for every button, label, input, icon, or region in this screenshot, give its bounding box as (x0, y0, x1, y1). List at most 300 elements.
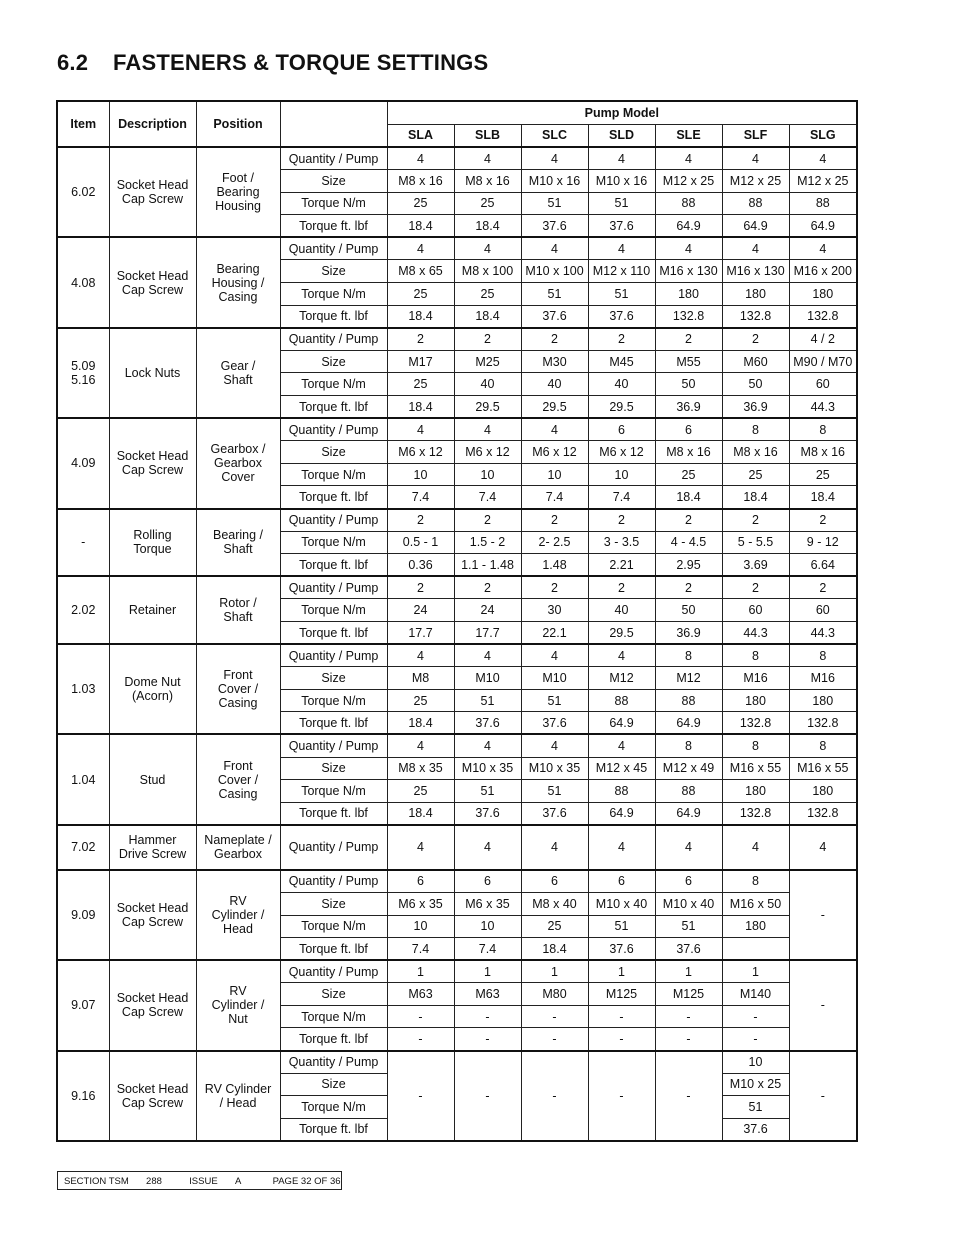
table-row (57, 1051, 857, 1074)
value-cell: 180 (655, 283, 722, 306)
value-cell: 6.64 (789, 554, 857, 577)
parameter-label: Torque ft. lbf (280, 1118, 387, 1141)
parameter-label: Torque ft. lbf (280, 554, 387, 577)
value-cell: 51 (521, 192, 588, 215)
value-cell: - (387, 1005, 454, 1028)
value-cell: 64.9 (655, 215, 722, 238)
parameter-label: Size (280, 667, 387, 690)
value-cell: 88 (588, 780, 655, 803)
value-cell: 51 (722, 1096, 789, 1119)
value-cell: 37.6 (588, 305, 655, 328)
value-cell: 9 - 12 (789, 531, 857, 554)
value-cell: 18.4 (454, 215, 521, 238)
value-cell: 88 (789, 192, 857, 215)
fastener-group (57, 418, 857, 508)
model-header-sle: SLE (655, 124, 722, 147)
parameter-label: Size (280, 170, 387, 193)
value-cell: 1 (387, 960, 454, 983)
page-title (57, 50, 488, 76)
value-cell: 25 (789, 463, 857, 486)
parameter-label: Torque ft. lbf (280, 486, 387, 509)
value-cell: 4 (454, 644, 521, 667)
value-cell: 24 (387, 599, 454, 622)
value-cell: 18.4 (387, 215, 454, 238)
fastener-position: Bearing / Shaft (196, 509, 280, 577)
value-cell: 25 (387, 283, 454, 306)
parameter-label: Size (280, 757, 387, 780)
value-cell: 6 (521, 870, 588, 893)
value-cell: 25 (521, 915, 588, 938)
value-cell: 2 (454, 509, 521, 532)
value-cell: 88 (722, 192, 789, 215)
value-cell: - (454, 1028, 521, 1051)
model-header-sld: SLD (588, 124, 655, 147)
item-number: 5.09 5.16 (57, 328, 109, 418)
fastener-description: Socket Head Cap Screw (109, 418, 196, 508)
table-row (57, 960, 857, 983)
value-cell: 10 (521, 463, 588, 486)
value-cell: M10 x 100 (521, 260, 588, 283)
fastener-description: Socket Head Cap Screw (109, 960, 196, 1050)
value-cell: M16 x 55 (722, 757, 789, 780)
value-cell: 36.9 (655, 621, 722, 644)
value-cell: 18.4 (722, 486, 789, 509)
value-cell: 64.9 (655, 802, 722, 825)
value-cell: 40 (588, 373, 655, 396)
value-cell: 2 (454, 328, 521, 351)
value-cell: 1.48 (521, 554, 588, 577)
value-cell: M8 x 65 (387, 260, 454, 283)
parameter-label: Torque ft. lbf (280, 938, 387, 961)
value-cell: 37.6 (588, 215, 655, 238)
value-cell: 7.4 (454, 486, 521, 509)
parameter-label: Size (280, 441, 387, 464)
value-cell: M63 (387, 983, 454, 1006)
value-cell: 0.36 (387, 554, 454, 577)
merged-value-cell: - (454, 1051, 521, 1141)
value-cell: M10 x 25 (722, 1073, 789, 1096)
value-cell: 2 (521, 328, 588, 351)
fastener-group (57, 509, 857, 577)
value-cell: M16 x 55 (789, 757, 857, 780)
value-cell: 51 (454, 689, 521, 712)
value-cell: 50 (722, 373, 789, 396)
footer-page: PAGE 32 OF 36 (272, 1176, 341, 1187)
parameter-label: Torque N/m (280, 192, 387, 215)
value-cell: 40 (588, 599, 655, 622)
value-cell: 37.6 (521, 215, 588, 238)
value-cell: 88 (655, 780, 722, 803)
value-cell: 8 (789, 418, 857, 441)
item-number: 9.07 (57, 960, 109, 1050)
value-cell: 132.8 (722, 712, 789, 735)
fastener-position: Front Cover / Casing (196, 734, 280, 824)
value-cell: 51 (588, 192, 655, 215)
fastener-group (57, 644, 857, 734)
parameter-label: Torque ft. lbf (280, 712, 387, 735)
item-number: 7.02 (57, 825, 109, 870)
value-cell: 180 (722, 689, 789, 712)
value-cell: 18.4 (387, 305, 454, 328)
value-cell: 4 (789, 825, 857, 870)
fastener-group (57, 147, 857, 237)
value-cell: 132.8 (789, 802, 857, 825)
parameter-label: Torque ft. lbf (280, 305, 387, 328)
value-cell: 180 (722, 283, 789, 306)
value-cell: - (454, 1005, 521, 1028)
value-cell: 2 (521, 509, 588, 532)
parameter-label: Quantity / Pump (280, 509, 387, 532)
table-row (57, 644, 857, 667)
value-cell: M8 x 100 (454, 260, 521, 283)
value-cell: 1 (521, 960, 588, 983)
fastener-description: Hammer Drive Screw (109, 825, 196, 870)
merged-value-cell: - (789, 870, 857, 960)
table-row (57, 418, 857, 441)
parameter-label: Torque N/m (280, 463, 387, 486)
value-cell: M8 (387, 667, 454, 690)
value-cell: 50 (655, 599, 722, 622)
parameter-label: Quantity / Pump (280, 418, 387, 441)
fastener-description: Lock Nuts (109, 328, 196, 418)
value-cell: 8 (722, 418, 789, 441)
fastener-description: Socket Head Cap Screw (109, 870, 196, 960)
parameter-label: Torque N/m (280, 689, 387, 712)
position-header: Position (196, 101, 280, 147)
value-cell: 7.4 (454, 938, 521, 961)
value-cell: 4 (387, 418, 454, 441)
value-cell: 4 (387, 147, 454, 170)
value-cell: M10 (454, 667, 521, 690)
table-row (57, 576, 857, 599)
table-row (57, 870, 857, 893)
value-cell: 2 (655, 576, 722, 599)
value-cell: 132.8 (722, 305, 789, 328)
value-cell: 2- 2.5 (521, 531, 588, 554)
value-cell (722, 938, 789, 961)
value-cell: 6 (454, 870, 521, 893)
item-number: 1.04 (57, 734, 109, 824)
value-cell: M16 (722, 667, 789, 690)
item-number: 4.08 (57, 237, 109, 327)
value-cell: 60 (722, 599, 789, 622)
value-cell: M10 x 35 (454, 757, 521, 780)
value-cell: M8 x 35 (387, 757, 454, 780)
value-cell: M12 x 49 (655, 757, 722, 780)
value-cell: 51 (655, 915, 722, 938)
parameter-label: Size (280, 892, 387, 915)
merged-value-cell: - (588, 1051, 655, 1141)
value-cell: 64.9 (588, 712, 655, 735)
footer-issue-value: A (234, 1176, 242, 1187)
value-cell: 40 (521, 373, 588, 396)
value-cell: 36.9 (655, 396, 722, 419)
value-cell: 8 (722, 734, 789, 757)
value-cell: 2.95 (655, 554, 722, 577)
value-cell: 8 (655, 644, 722, 667)
merged-value-cell: - (521, 1051, 588, 1141)
value-cell: 37.6 (521, 802, 588, 825)
value-cell: 2 (722, 576, 789, 599)
merged-value-cell: - (387, 1051, 454, 1141)
value-cell: 25 (387, 373, 454, 396)
value-cell: 37.6 (521, 712, 588, 735)
value-cell: 18.4 (387, 712, 454, 735)
value-cell: 180 (789, 689, 857, 712)
value-cell: 10 (454, 915, 521, 938)
value-cell: 24 (454, 599, 521, 622)
fastener-description: Dome Nut (Acorn) (109, 644, 196, 734)
value-cell: 17.7 (454, 621, 521, 644)
fastener-position: Gear / Shaft (196, 328, 280, 418)
footer-issue-label: ISSUE (189, 1176, 218, 1187)
value-cell: 3 - 3.5 (588, 531, 655, 554)
value-cell: 180 (722, 780, 789, 803)
parameter-label: Quantity / Pump (280, 237, 387, 260)
value-cell: M10 x 35 (521, 757, 588, 780)
fastener-description: Rolling Torque (109, 509, 196, 577)
value-cell: M16 x 130 (655, 260, 722, 283)
item-number: 2.02 (57, 576, 109, 644)
fastener-description: Stud (109, 734, 196, 824)
value-cell: 1 (454, 960, 521, 983)
torque-settings-table (56, 100, 858, 1142)
value-cell: 132.8 (789, 305, 857, 328)
value-cell: M12 x 25 (789, 170, 857, 193)
value-cell: 64.9 (588, 802, 655, 825)
value-cell: 6 (655, 870, 722, 893)
value-cell: M10 x 16 (588, 170, 655, 193)
value-cell: M30 (521, 350, 588, 373)
value-cell: M12 x 25 (722, 170, 789, 193)
value-cell: 132.8 (722, 802, 789, 825)
value-cell: - (655, 1028, 722, 1051)
value-cell: 4 (521, 825, 588, 870)
value-cell: 4 (588, 237, 655, 260)
value-cell: 64.9 (655, 712, 722, 735)
value-cell: 37.6 (521, 305, 588, 328)
value-cell: 10 (387, 915, 454, 938)
footer-section-value: 288 (146, 1176, 162, 1187)
fastener-description: Retainer (109, 576, 196, 644)
value-cell: 4 (387, 825, 454, 870)
parameter-label: Torque N/m (280, 599, 387, 622)
value-cell: M8 x 16 (387, 170, 454, 193)
value-cell: M25 (454, 350, 521, 373)
parameter-label: Quantity / Pump (280, 1051, 387, 1074)
fastener-group (57, 870, 857, 960)
value-cell: 2 (722, 328, 789, 351)
table-row (57, 509, 857, 532)
value-cell: M125 (655, 983, 722, 1006)
model-header-slb: SLB (454, 124, 521, 147)
value-cell: 8 (655, 734, 722, 757)
value-cell: 3.69 (722, 554, 789, 577)
value-cell: M80 (521, 983, 588, 1006)
value-cell: - (655, 1005, 722, 1028)
value-cell: 18.4 (521, 938, 588, 961)
value-cell: 4 (588, 734, 655, 757)
value-cell: M16 x 130 (722, 260, 789, 283)
parameter-label: Torque ft. lbf (280, 215, 387, 238)
value-cell: 4 (789, 147, 857, 170)
value-cell: 4 (454, 825, 521, 870)
value-cell: 4 (521, 237, 588, 260)
value-cell: 25 (454, 283, 521, 306)
value-cell: M45 (588, 350, 655, 373)
value-cell: 180 (722, 915, 789, 938)
parameter-label: Size (280, 1073, 387, 1096)
description-header: Description (109, 101, 196, 147)
value-cell: M8 x 16 (454, 170, 521, 193)
item-number: - (57, 509, 109, 577)
fastener-position: Rotor / Shaft (196, 576, 280, 644)
page-footer (57, 1171, 342, 1190)
fastener-position: Front Cover / Casing (196, 644, 280, 734)
value-cell: 1 (655, 960, 722, 983)
parameter-label: Torque ft. lbf (280, 1028, 387, 1051)
parameter-label: Torque N/m (280, 780, 387, 803)
merged-value-cell: - (789, 1051, 857, 1141)
value-cell: 29.5 (588, 621, 655, 644)
value-cell: M12 x 110 (588, 260, 655, 283)
value-cell: 2 (387, 328, 454, 351)
model-header-slf: SLF (722, 124, 789, 147)
value-cell: - (387, 1028, 454, 1051)
fastener-position: Gearbox / Gearbox Cover (196, 418, 280, 508)
value-cell: 7.4 (521, 486, 588, 509)
table-row (57, 734, 857, 757)
parameter-label: Torque N/m (280, 1096, 387, 1119)
value-cell: 37.6 (454, 712, 521, 735)
value-cell: 4 (655, 825, 722, 870)
value-cell: M6 x 12 (454, 441, 521, 464)
value-cell: 44.3 (789, 621, 857, 644)
value-cell: 6 (387, 870, 454, 893)
value-cell: M6 x 12 (521, 441, 588, 464)
item-number: 9.16 (57, 1051, 109, 1141)
value-cell: M6 x 12 (588, 441, 655, 464)
parameter-label: Quantity / Pump (280, 644, 387, 667)
value-cell: 0.5 - 1 (387, 531, 454, 554)
item-number: 9.09 (57, 870, 109, 960)
value-cell: 4 (655, 237, 722, 260)
value-cell: 60 (789, 373, 857, 396)
value-cell: 51 (521, 283, 588, 306)
value-cell: 37.6 (655, 938, 722, 961)
value-cell: 2 (722, 509, 789, 532)
value-cell: M12 x 25 (655, 170, 722, 193)
value-cell: 4 (588, 644, 655, 667)
parameter-label: Torque N/m (280, 531, 387, 554)
value-cell: 2 (588, 328, 655, 351)
value-cell: 180 (789, 283, 857, 306)
model-header-sla: SLA (387, 124, 454, 147)
value-cell: 4 (521, 147, 588, 170)
value-cell: 44.3 (722, 621, 789, 644)
value-cell: 29.5 (454, 396, 521, 419)
value-cell: 4 (521, 734, 588, 757)
parameter-label: Torque N/m (280, 915, 387, 938)
value-cell: 1.5 - 2 (454, 531, 521, 554)
value-cell: 10 (454, 463, 521, 486)
parameter-label: Quantity / Pump (280, 576, 387, 599)
value-cell: 25 (454, 192, 521, 215)
pump-model-header: Pump Model (387, 101, 857, 124)
value-cell: 37.6 (588, 938, 655, 961)
value-cell: 4 (722, 237, 789, 260)
value-cell: M6 x 35 (387, 892, 454, 915)
value-cell: 25 (387, 780, 454, 803)
value-cell: 2.21 (588, 554, 655, 577)
value-cell: 29.5 (521, 396, 588, 419)
merged-value-cell: - (655, 1051, 722, 1141)
value-cell: M8 x 16 (722, 441, 789, 464)
item-number: 6.02 (57, 147, 109, 237)
section-number: 6.2 (57, 50, 89, 75)
table-header (57, 101, 857, 147)
value-cell: - (521, 1005, 588, 1028)
parameter-label: Quantity / Pump (280, 147, 387, 170)
item-number: 4.09 (57, 418, 109, 508)
value-cell: 51 (588, 915, 655, 938)
value-cell: 25 (722, 463, 789, 486)
value-cell: 37.6 (722, 1118, 789, 1141)
value-cell: M60 (722, 350, 789, 373)
value-cell: 2 (655, 328, 722, 351)
value-cell: 4 (387, 644, 454, 667)
fastener-group (57, 328, 857, 418)
value-cell: 8 (722, 870, 789, 893)
value-cell: 132.8 (655, 305, 722, 328)
fastener-group (57, 960, 857, 1050)
value-cell: M6 x 12 (387, 441, 454, 464)
value-cell: 40 (454, 373, 521, 396)
fastener-description: Socket Head Cap Screw (109, 147, 196, 237)
value-cell: 2 (521, 576, 588, 599)
value-cell: 4 (789, 237, 857, 260)
value-cell: - (521, 1028, 588, 1051)
value-cell: M6 x 35 (454, 892, 521, 915)
value-cell: 64.9 (789, 215, 857, 238)
value-cell: 4 - 4.5 (655, 531, 722, 554)
value-cell: M8 x 16 (655, 441, 722, 464)
fastener-group (57, 734, 857, 824)
value-cell: 6 (588, 418, 655, 441)
fastener-group (57, 576, 857, 644)
value-cell: 4 (521, 644, 588, 667)
value-cell: 1.1 - 1.48 (454, 554, 521, 577)
value-cell: 5 - 5.5 (722, 531, 789, 554)
model-header-slc: SLC (521, 124, 588, 147)
parameter-label: Quantity / Pump (280, 825, 387, 870)
value-cell: 4 (387, 237, 454, 260)
value-cell: M16 (789, 667, 857, 690)
value-cell: - (722, 1028, 789, 1051)
value-cell: 180 (789, 780, 857, 803)
fastener-position: RV Cylinder / Head (196, 1051, 280, 1141)
value-cell: 2 (387, 509, 454, 532)
value-cell: 2 (789, 509, 857, 532)
value-cell: 60 (789, 599, 857, 622)
table-row (57, 328, 857, 351)
value-cell: 30 (521, 599, 588, 622)
section-title: FASTENERS & TORQUE SETTINGS (113, 50, 489, 75)
parameter-label: Torque N/m (280, 1005, 387, 1028)
value-cell: 17.7 (387, 621, 454, 644)
value-cell: 1 (722, 960, 789, 983)
value-cell: 10 (387, 463, 454, 486)
